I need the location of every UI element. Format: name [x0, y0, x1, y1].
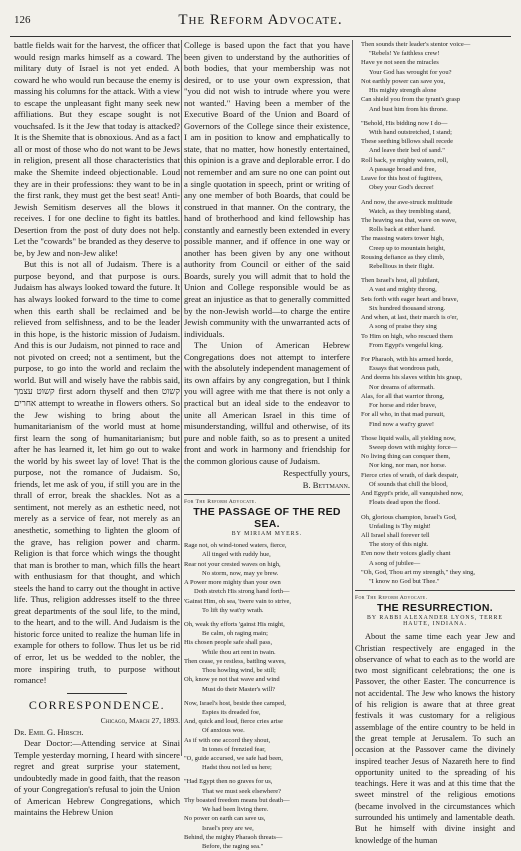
poem-line: Those liquid walls, all yielding now,	[361, 434, 456, 442]
article-byline: BY RABBI ALEXANDER LYONS, TERRE HAUTE, INDIANA.	[367, 615, 503, 628]
poem-line: And bust him from his throne.	[369, 105, 448, 113]
poem-line: In tones of frenzied fear,	[202, 745, 266, 753]
poem-line: A song of jubilee—	[369, 559, 421, 567]
poem-line: While thou art rent in twain.	[202, 648, 276, 656]
correspondence-heading: CORRESPONDENCE.	[28, 697, 166, 712]
poem-line: To lift thy wat'ry wrath.	[202, 606, 264, 614]
poem-line: And leave their bed of sand."	[369, 147, 445, 155]
poem-line: Rousing defiance as they climb,	[361, 253, 445, 261]
poem-body	[184, 541, 350, 851]
poem-line: Thou howling wind, be still;	[202, 667, 276, 675]
poem-line: And now, the awe-struck multitude	[361, 198, 453, 206]
sermon-text	[14, 40, 180, 687]
poem-line: No power on earth can save us,	[184, 815, 266, 823]
poem-line: Nor dreams of aftermath.	[369, 383, 435, 391]
poem-line: "I know no God but Thee."	[369, 578, 440, 586]
poem-line: Fierce cries of wrath, of dark despair,	[361, 471, 459, 479]
poem-line: Have ye not seen the miracles	[361, 59, 439, 67]
poem-line: For all who, in that mad pursuit,	[361, 411, 445, 419]
correspondence-dateline: Chicago, March 27, 1893.	[100, 715, 180, 725]
poem-line: And, quick and loud, fierce cries arise	[184, 718, 283, 726]
poem-line: A passage broad and free,	[369, 165, 436, 173]
poem-line: "Behold, His bidding now I do—	[361, 119, 448, 127]
poem-line: E'en now their voices gladly chant	[361, 550, 451, 558]
poem-line: Rage not, oh wind-toned waters, fierce,	[184, 542, 287, 550]
poem-line: That we must seek elsewhere?	[202, 787, 282, 795]
poem-line: Of sounds that chill the blood,	[369, 480, 448, 488]
paragraph: The Union of American Hebrew Congregations does not attempt to interfere with the absolutely independent management of its own affairs by any congregation, but I think you will agree with me that there is not only a practical but an ideal side to the endeavor to unite all American Israel in this time of misunderstanding, willful and otherwise, of its pure and noble faith, so as to present a united front and work in harmony and friendship for the common glorious cause of Judaism.	[184, 340, 350, 466]
article-divider	[184, 494, 350, 495]
column-rule-2	[352, 40, 353, 756]
poem-line: Essays that wondrous path,	[369, 365, 440, 373]
poem-line: Thy boasted freedom means but death—	[184, 796, 290, 804]
column-1	[14, 40, 180, 818]
paragraph: But this is not all of Judaism. There is a purpose beyond, and that purpose is ours. Judaism has always looked toward the future. It has always looked forward to the time to come when this earth shall be reclaimed and be relieved from selfishness, and to be the leader in this hope, is the historic mission of Judaism. And this is our Judaism, not pinned to race and not pivoted on creed; not a sentiment, but the purpose, to go into the world and reclaim the world. But will and wisely have the rabbis said, קשוט עצמך first adorn thyself and then קשוט אחרים attempt to wreathe in flowers others. So the Jew wishing to bring about the humanitarianism of the world must at home first learn the song of humanitarianism; but after he has learned it, let him go out to wake the world by his sweet lay of love! That is the purpose, not the romance of Judaism. So, friends, let me ask of you, if still you are in the thrall of error, break the shackles. Not as a sentiment, not merely as an esthetic need, not merely as a service of fear, not merely as an anesthetic, something to lighten the gloom of the grave, has religion power and charm. Religion is that force which wings the thought that man is brother to man, which fills the heart with enthusiasm for that thought, and which steels the hand to carry out the thought in active life. Thus, religion addresses itself to the three great departments of the soul life, to the mind, to the heart, and to the will. And Judaism is the historic force united to realize the human life in example for others to follow. Thus let us be rid of error, let us be wedded to the nobler, the more inspiring truth, to purpose without romance!	[14, 259, 180, 686]
journal-title: The Reform Advocate.	[178, 12, 343, 28]
poem-line: Creep up to mountain height,	[369, 244, 446, 252]
letter-text	[184, 40, 350, 467]
poem-line: 'Gainst Him, oh sea, 'twere vain to strive,	[184, 597, 292, 605]
poem-line: Oh, glorious champion, Israel's God,	[361, 513, 457, 521]
poem-line: Then cease, ye restless, battling waves,	[184, 657, 286, 665]
poem-line: Leave for this host of fugitives,	[361, 175, 443, 183]
paragraph: College is based upon the fact that you have been given to understand by the authorities of both bodies, that your membership was not desired, or to use your own expression, that "you did not wish to intrude where you were not wanted." Having been a member of the Executive Board of the Union and Board of Governors of the College since their existence, I am in position to know and emphatically to state, that no matter, how honestly entertained, this opinion is a grave and deplorable error. I do not remember and am sure no one can point out a single quotation in speech, print or writing of any one member of both Boards, that could be construed in that manner. On the contrary, the hand of brotherhood and kind fellowship has constantly and earnestly been extended in every possible manner, and if offence in one way or another has been given by any one without authority from Council or either of the said Boards, surely you will admit that to hold the Union and College responsible would be as great an injustice as that to generally committed by the non-Jewish world—to charge the entire Jewish community with the unwarranted acts of individuals.	[184, 40, 350, 339]
poem-line: Then sounds their leader's stentor voice—	[361, 41, 471, 48]
poem-line: Espies its dreaded foe,	[202, 708, 261, 716]
column-3	[355, 40, 515, 845]
poem-line: "O, guide accursed, we safe had been,	[184, 755, 283, 763]
letter-closing: Respectfully yours,	[283, 468, 350, 479]
poem-line: Your God has wrought for you?	[369, 68, 452, 76]
section-divider	[67, 693, 127, 694]
correspondence-addressee: Dr. Emil G. Hirsch.	[14, 726, 84, 737]
column-rule-1	[181, 40, 182, 756]
poem-line: All tinged with ruddy hue,	[202, 551, 271, 559]
poem-line: Oh, know ye not that wave and wind	[184, 676, 280, 684]
poem-line: A song of praise they sing	[369, 323, 437, 331]
poem-line: From Egypt's vengeful king.	[369, 341, 444, 349]
paragraph: battle fields wait for the harvest, the officer that would resign marks himself as a coward. The military duty of Israel is not yet ended. A coward he who would run because the enemy is massing his columns for the attack. With a view to escape the unpleasant fight many seek new affiliations. But they escape sought is not vouchsafed. Is it the Jew that today is attacked? It is the Shemite that is obnoxious. And as a fact all or most of those who do not want to be Jews in religion, present all those characteristics that make the Shemite indeed objectionable. Loud they are in their professions: they want to be in the first rank, they must get the best seat! Anti-Jewish Semitism deserves all the blows it receives. I for one decline to fight its battles. Desertion from the post of duty does not help. Let the "cowards" be branded as they deserve to be, by Jew and non-Jew alike!	[14, 40, 180, 258]
letter-signature: B. Bettmann.	[302, 480, 350, 491]
poem-line: Of anxious woe.	[202, 727, 245, 735]
poem-line: For Pharaoh, with his armed horde,	[361, 356, 453, 363]
poem-line: The story of this night.	[369, 541, 429, 549]
page-number: 126	[14, 14, 31, 26]
poem-line: All Israel shall forever tell	[361, 531, 430, 539]
poem-line: With hand outstretched, I stand;	[369, 128, 452, 136]
poem-line: "Rebels! Ye faithless crew!	[369, 50, 440, 58]
poem-line: Oh, weak thy efforts 'gainst His might,	[184, 620, 285, 628]
poem-line: Rebellious in their flight.	[369, 263, 435, 271]
poem-line: Unfailing is Thy might!	[369, 522, 431, 530]
poem-title: THE PASSAGE OF THE RED SEA.	[193, 506, 341, 531]
poem-line: We had been living there.	[202, 806, 269, 814]
poem-line: As if with one accord they shout,	[184, 736, 271, 744]
poem-line: And when, at last, their march is o'er,	[361, 314, 458, 322]
poem-continuation	[355, 40, 515, 586]
poem-line: His chosen people safe shall pass,	[184, 639, 273, 647]
poem-line: The heaving sea that, wave on wave,	[361, 216, 457, 224]
poem-line: Must do their Master's will?	[202, 685, 276, 693]
poem-line: Israel's prey are we,	[202, 824, 254, 832]
correspondence-body: Dear Doctor:—Attending service at Sinai Temple yesterday morning, I heard with sincere regret and great surprise your statement, undoubtedly made in good faith, that the reason of your Congregation's refusal to join the Union of American Hebrew Congregations, which maintains the Hebrew Union	[14, 738, 180, 818]
poem-line: No living thing can conquer them,	[361, 453, 451, 461]
poem-line: No storm, now, may ye brew.	[202, 569, 279, 577]
poem-line: Now, Israel's host, beside thee camped,	[184, 699, 286, 707]
poem-line: And deems his slaves within his grasp,	[361, 374, 462, 382]
poem-line: These seething billows shall recede	[361, 138, 454, 146]
poem-line: Sweep down with mighty force—	[369, 443, 458, 451]
poem-line: Six hundred thousand strong.	[369, 304, 446, 312]
article-kicker: For The Reform Advocate.	[355, 595, 428, 602]
poem-line: Before, the raging sea."	[202, 843, 264, 851]
poem-line: A vast and mighty throng,	[369, 286, 437, 294]
poem-line: Obey your God's decree!	[369, 184, 434, 192]
poem-line: Find now a wat'ry grave!	[369, 420, 435, 428]
column-2	[184, 40, 350, 851]
poem-line: Rear not your crested waves on high,	[184, 560, 281, 568]
poem-line: Watch, as they trembling stand,	[369, 207, 451, 215]
poem-line: Hadst thou not led us here;	[202, 764, 272, 772]
poem-line: Floats dead upon the flood.	[369, 499, 440, 507]
poem-line: Then Israel's host, all jubilant,	[361, 277, 440, 285]
poem-line: Nor king, nor man, nor horse.	[369, 462, 447, 470]
poem-line: "Oh, God, Thou art my strength," they sing,	[361, 568, 476, 576]
article-divider	[355, 590, 515, 591]
poem-line: For horse and rider brave,	[369, 402, 437, 410]
poem-line: The massing waters tower high,	[361, 235, 444, 243]
poem-line: Sets forth with eager heart and brave,	[361, 295, 459, 303]
poem-line: To Him on high, who rescued them	[361, 332, 453, 340]
article-title: THE RESURRECTION.	[377, 602, 493, 615]
poem-line: Roll back, ye mighty waters, roll,	[361, 156, 449, 164]
poem-line: Can shield you from the tyrant's grasp	[361, 96, 461, 104]
poem-line: Alas, for all that warrior throng,	[361, 392, 445, 400]
poem-line: Not earthly power can save you,	[361, 77, 446, 85]
poem-kicker: For The Reform Advocate.	[184, 499, 257, 506]
poem-line: Be calm, oh raging main;	[202, 630, 268, 638]
poem-line: His mighty strength alone	[369, 87, 437, 95]
running-head	[10, 14, 511, 30]
poem-line: Behind, the mighty Pharaoh threats—	[184, 833, 283, 841]
header-rule	[10, 36, 511, 37]
poem-byline: BY MIRIAM MYERS.	[231, 531, 303, 538]
poem-line: Doth stretch His strong hand forth—	[194, 588, 290, 596]
article-body: About the same time each year Jew and Christian respectively are engaged in the observance of what to each as to the world are two most significant celebrations; the one is Passover, the other Easter. The concurrence is not accidental. The Jew who knows the history of his religion is aware that at three great festivals it was customary for a religious assemblage of the entire country to be held in the great temple at Jerusalem. To such an occasion at the Passover came the divinely inspired teacher Jesus of Nazareth here to find opportunity united to the spreading of his teachings. Here it was and at this time that the sweet minstrel of the religious emotions (became involved in the circumstances which surrounded his untimely and lamentable death. But he himself with divine insight and knowledge of the human	[355, 632, 515, 845]
poem-line: And Egypt's pride, all vanquished now,	[361, 490, 464, 498]
poem-line: Rolls back at either hand.	[369, 226, 436, 234]
poem-line: "Had Egypt then no graves for us,	[184, 778, 273, 786]
poem-line: A Power more mighty than your own	[184, 579, 281, 587]
